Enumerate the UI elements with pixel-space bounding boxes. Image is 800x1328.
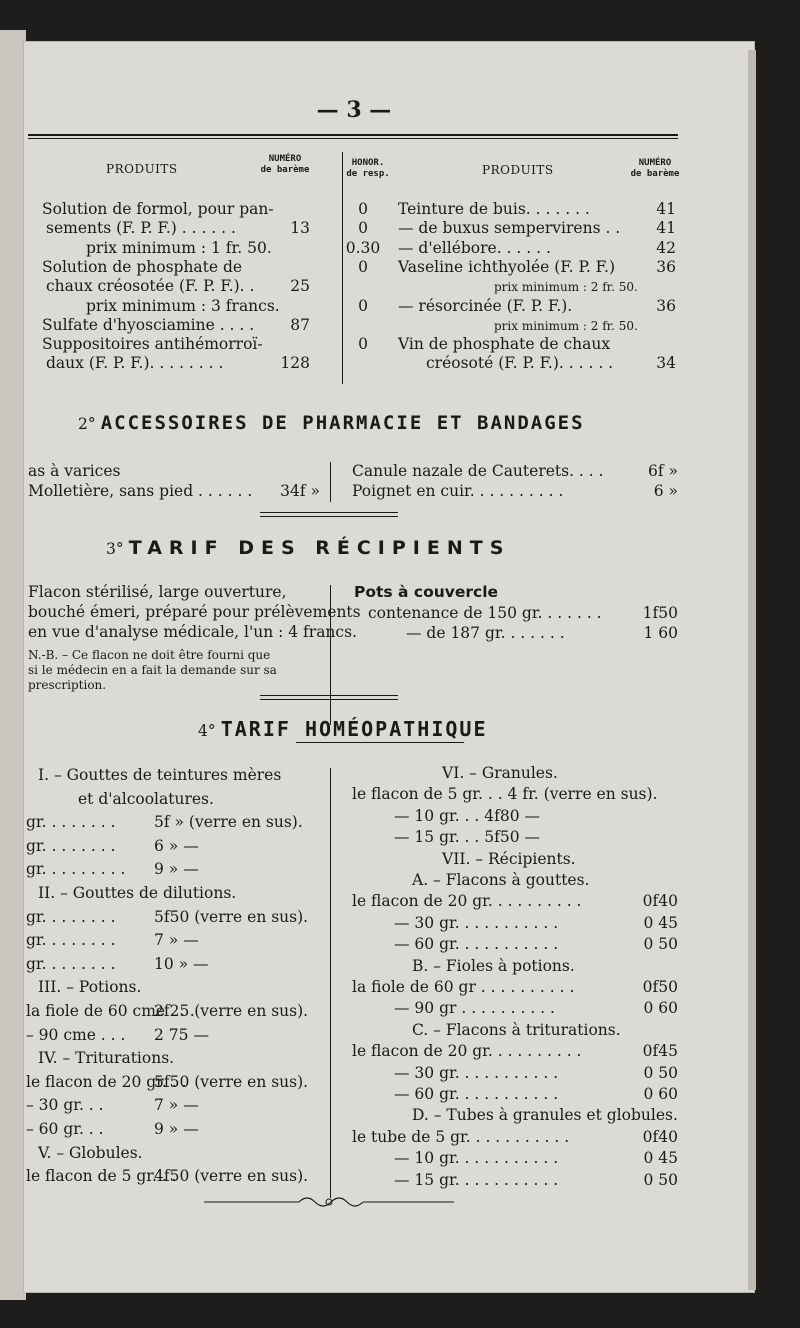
header-products-right: PRODUITS — [482, 163, 554, 177]
price-line: la fiole de 60 gr . . . . . . . . . . — [352, 978, 575, 996]
price-line: — 90 gr . . . . . . . . . . — [394, 999, 555, 1018]
price-value: 5f50 (verre en sus). — [154, 907, 309, 926]
category-heading: II. – Gouttes de dilutions. — [38, 884, 237, 902]
product-name: Teinture de buis. . . . . . . — [398, 200, 590, 218]
price-line: — 60 gr. . . . . . . . . . . — [394, 935, 559, 954]
price-line: et d'alcoolatures. — [78, 789, 214, 808]
section-4-divider — [330, 768, 331, 1198]
bareme-number: 36 — [656, 296, 676, 315]
price-line: gr. . . . . . . . — [26, 907, 116, 926]
price-line: le flacon de 20 gr. . . — [26, 1072, 187, 1091]
product-name: prix minimum : 3 francs. — [86, 296, 280, 315]
product-name: Solution de formol, pour pan- — [42, 200, 274, 218]
header-numero-right: NUMÉRO de barème — [630, 158, 680, 179]
price-line: — 15 gr. . . . . . . . . . . — [394, 1170, 559, 1189]
pot-price: 1 60 — [643, 624, 678, 642]
header-numero-left: NUMÉRO de barème — [260, 154, 310, 175]
flask-description: Flacon stérilisé, large ouverture, — [28, 583, 287, 601]
product-name: Solution de phosphate de — [42, 257, 243, 276]
product-name: prix minimum : 2 fr. 50. — [494, 318, 638, 333]
honor-value: 0.30 — [345, 238, 381, 257]
product-name: sements (F. P. F.) . . . . . . — [46, 219, 236, 238]
accessory-price: 6 » — [653, 482, 678, 500]
price-value: 6 » — — [154, 836, 199, 855]
previous-page-edge — [0, 30, 26, 1300]
section-4-title: 4° TARIF HOMÉOPATHIQUE — [198, 717, 488, 741]
product-name: Sulfate d'hyosciamine . . . . — [42, 315, 255, 334]
end-ornament — [204, 1192, 454, 1212]
price-line: la fiole de 60 cme . . . — [26, 1002, 195, 1020]
price-line: gr. . . . . . . . . — [26, 860, 126, 879]
price-value: 0 60 — [643, 1085, 678, 1103]
honor-value: 0 — [358, 257, 368, 276]
bareme-number: 34 — [656, 354, 676, 373]
bareme-number: 128 — [280, 354, 310, 373]
price-value: 5f50 (verre en sus). — [154, 1072, 309, 1091]
price-value: 5f » (verre en sus). — [154, 813, 303, 832]
flask-description: bouché émeri, préparé pour prélèvements — [28, 603, 361, 621]
category-heading: I. – Gouttes de teintures mères — [38, 766, 282, 784]
price-line: — 15 gr. . . 5f50 — — [394, 828, 541, 847]
page-number: — 3 — — [316, 97, 392, 123]
price-line: — 60 gr. . . . . . . . . . . — [394, 1085, 559, 1103]
price-line: — 30 gr. . . . . . . . . . . — [394, 1063, 559, 1082]
section-3-title: 3° TARIF DES RÉCIPIENTS — [106, 537, 511, 559]
price-value: 0f50 — [642, 978, 678, 996]
accessory-name: Poignet en cuir. . . . . . . . . . — [352, 482, 564, 500]
honor-value: 0 — [358, 200, 368, 218]
price-value: 0f40 — [642, 1127, 678, 1146]
price-line: le flacon de 20 gr. . . . . . . . . . — [352, 892, 582, 911]
price-line: gr. . . . . . . . — [26, 836, 116, 855]
pot-size: — de 187 gr. . . . . . . — [406, 624, 565, 642]
accessory-name: Canule nazale de Cauterets. . . . — [352, 462, 604, 480]
price-line: le flacon de 20 gr. . . . . . . . . . — [352, 1042, 582, 1061]
price-value: 0f40 — [642, 892, 678, 911]
product-name: prix minimum : 1 fr. 50. — [86, 238, 272, 257]
bareme-number: 41 — [656, 219, 676, 238]
price-line: – 90 cme . . . — [26, 1025, 126, 1044]
accessory-name: as à varices — [28, 462, 121, 480]
price-line: – 60 gr. . . — [26, 1120, 104, 1138]
honor-value: 0 — [358, 219, 368, 238]
category-heading: V. – Globules. — [38, 1143, 143, 1162]
price-line: — 10 gr. . . . . . . . . . . — [394, 1149, 559, 1168]
price-line: gr. . . . . . . . — [26, 954, 116, 973]
price-value: 2f25 (verre en sus). — [154, 1002, 309, 1020]
price-value: 0 50 — [643, 1170, 678, 1189]
pots-title: Pots à couvercle — [354, 583, 499, 601]
section-2-divider — [330, 462, 331, 502]
product-name: Vin de phosphate de chaux — [398, 335, 611, 354]
price-value: 0 45 — [643, 1149, 678, 1168]
subcategory-heading: B. – Fioles à potions. — [412, 956, 575, 975]
product-name: créosoté (F. P. F.). . . . . . — [426, 354, 614, 373]
section-separator — [260, 512, 398, 517]
price-line: le flacon de 5 gr. . . — [26, 1167, 177, 1186]
price-line: – 30 gr. . . — [26, 1096, 104, 1115]
honor-value: 0 — [358, 335, 368, 354]
price-line: gr. . . . . . . . — [26, 813, 116, 832]
price-value: 7 » — — [154, 1096, 199, 1115]
price-value: 0 45 — [643, 913, 678, 932]
price-value: 9 » — — [154, 860, 199, 879]
flask-description: en vue d'analyse médicale, l'un : 4 francs. — [28, 623, 357, 641]
price-value: 0f45 — [642, 1042, 678, 1061]
product-name: prix minimum : 2 fr. 50. — [494, 280, 638, 295]
title-underline — [296, 742, 464, 743]
accessory-name: Molletière, sans pied . . . . . . — [28, 482, 253, 500]
accessory-price: 6f » — [647, 462, 678, 480]
section-separator-2 — [260, 695, 398, 700]
bareme-number: 25 — [290, 277, 310, 296]
product-name: — de buxus sempervirens . . — [398, 219, 621, 238]
bareme-number: 41 — [656, 200, 676, 218]
header-rule-top-2 — [28, 138, 678, 139]
price-value: 10 » — — [154, 954, 209, 973]
header-products-left: PRODUITS — [106, 162, 178, 176]
bareme-number: 42 — [656, 238, 676, 257]
product-name: chaux créosotée (F. P. F.). . — [46, 277, 255, 296]
bareme-number: 13 — [290, 219, 310, 238]
price-line: — 30 gr. . . . . . . . . . . — [394, 913, 559, 932]
price-value: 0 60 — [643, 999, 678, 1018]
price-line: gr. . . . . . . . — [26, 931, 116, 950]
price-value: 0 50 — [643, 1063, 678, 1082]
product-name: Vaseline ichthyolée (F. P. F.) — [398, 257, 615, 276]
product-name: Suppositoires antihémorroï- — [42, 335, 263, 354]
subcategory-heading: C. – Flacons à triturations. — [412, 1020, 621, 1039]
header-rule-top — [28, 134, 678, 136]
subcategory-heading: D. – Tubes à granules et globules. — [412, 1106, 678, 1125]
price-value: 0 50 — [643, 935, 678, 954]
category-heading: III. – Potions. — [38, 978, 142, 997]
bareme-number: 36 — [656, 257, 676, 276]
price-line: — 10 gr. . . 4f80 — — [394, 806, 541, 825]
document-page — [24, 42, 754, 1292]
price-value: 4f50 (verre en sus). — [154, 1167, 309, 1186]
flask-note: N.-B. – Ce flacon ne doit être fourni que — [28, 648, 271, 662]
price-line: le flacon de 5 gr. . . 4 fr. (verre en sus). — [352, 785, 658, 804]
price-value: 2 75 — — [154, 1025, 209, 1044]
product-name: — d'ellébore. . . . . . — [398, 238, 551, 257]
category-heading: IV. – Triturations. — [38, 1049, 175, 1068]
pot-size: contenance de 150 gr. . . . . . . — [368, 604, 602, 622]
category-heading: VI. – Granules. — [442, 764, 558, 782]
price-value: 9 » — — [154, 1120, 199, 1138]
category-heading: VII. – Récipients. — [442, 849, 576, 868]
product-name: daux (F. P. F.). . . . . . . . — [46, 354, 224, 373]
product-name: — résorcinée (F. P. F.). — [398, 296, 573, 315]
subcategory-heading: A. – Flacons à gouttes. — [412, 871, 590, 889]
header-honor: HONOR. de resp. — [346, 158, 390, 179]
honor-value: 0 — [358, 296, 368, 315]
flask-note: prescription. — [28, 678, 107, 692]
price-line: le tube de 5 gr. . . . . . . . . . . — [352, 1127, 570, 1146]
accessory-price: 34f » — [280, 482, 320, 500]
page-edge — [748, 50, 756, 1290]
pot-price: 1f50 — [642, 604, 678, 622]
flask-note: si le médecin en a fait la demande sur sa — [28, 663, 277, 677]
price-value: 7 » — — [154, 931, 199, 950]
bareme-number: 87 — [290, 315, 310, 334]
section-2-title: 2° ACCESSOIRES DE PHARMACIE ET BANDAGES — [78, 412, 585, 434]
